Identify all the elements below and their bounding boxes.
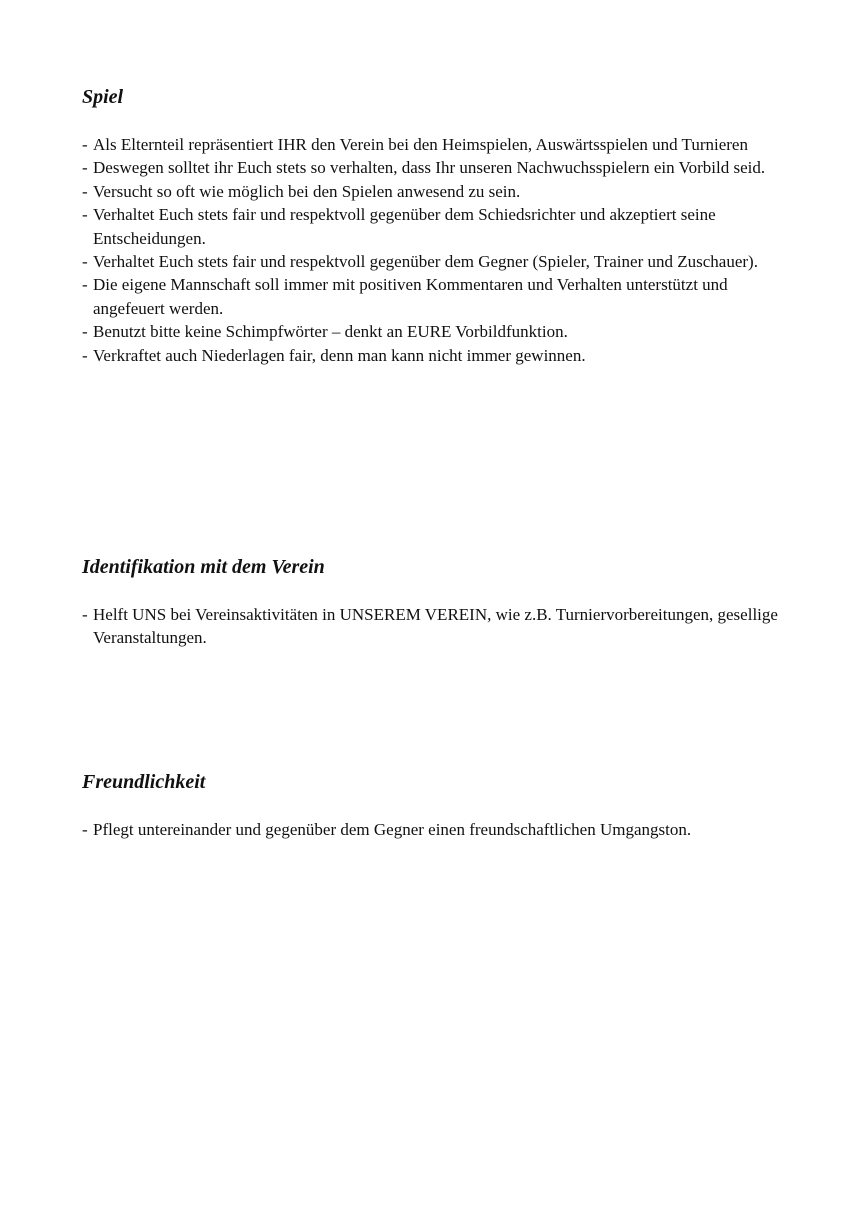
list-item-text: Verkraftet auch Niederlagen fair, denn man kann nicht immer gewinnen. [93, 345, 586, 365]
bullet-dash: - [82, 820, 88, 839]
list-item [82, 320, 782, 343]
section-identifikation [82, 555, 782, 650]
list-item-text: Versucht so oft wie möglich bei den Spielen anwesend zu sein. [93, 181, 521, 201]
section-title-identifikation: Identifikation mit dem Verein [82, 556, 325, 578]
section-freundlichkeit [82, 770, 782, 841]
list-item-text: Als Elternteil repräsentiert IHR den Verein bei den Heimspielen, Auswärtsspielen und Turnieren [93, 135, 748, 154]
list-item [82, 156, 782, 179]
freundlichkeit-list [82, 818, 782, 841]
list-item [82, 344, 782, 367]
section-title-freundlichkeit: Freundlichkeit [82, 771, 206, 793]
list-item [82, 603, 782, 650]
list-item-text: Pflegt untereinander und gegenüber dem Gegner einen freundschaftlichen Umgangston. [93, 820, 692, 839]
list-item [82, 133, 782, 156]
bullet-dash: - [82, 345, 88, 365]
list-item [82, 203, 782, 250]
bullet-dash: - [82, 181, 88, 201]
bullet-dash: - [82, 275, 88, 295]
bullet-dash: - [82, 158, 88, 178]
list-item-text: Benutzt bitte keine Schimpfwörter – denkt an EURE Vorbildfunktion. [93, 322, 568, 342]
spiel-list [82, 133, 782, 367]
list-item [82, 818, 782, 841]
section-title-spiel: Spiel [82, 86, 124, 108]
list-item-text: Deswegen solltet ihr Euch stets so verhalten, dass Ihr unseren Nachwuchsspielern ein Vorbild seid. [93, 158, 766, 178]
bullet-dash: - [82, 605, 88, 624]
list-item-text: Die eigene Mannschaft soll immer mit positiven Kommentaren und Verhalten unterstützt und angefeuert werden. [93, 275, 728, 318]
bullet-dash: - [82, 205, 88, 225]
bullet-dash: - [82, 135, 88, 154]
bullet-dash: - [82, 252, 88, 272]
list-item [82, 180, 782, 203]
list-item-text: Verhaltet Euch stets fair und respektvoll gegenüber dem Gegner (Spieler, Trainer und Zuschauer). [93, 252, 758, 272]
list-item-text: Verhaltet Euch stets fair und respektvoll gegenüber dem Schiedsrichter und akzeptiert seine Entscheidungen. [93, 205, 716, 248]
identifikation-list [82, 603, 782, 650]
list-item-text: Helft UNS bei Vereinsaktivitäten in UNSEREM VEREIN, wie z.B. Turniervorbereitungen, gesellige Veranstaltungen. [93, 605, 778, 648]
bullet-dash: - [82, 322, 88, 342]
list-item [82, 273, 782, 320]
list-item [82, 250, 782, 273]
section-spiel [82, 85, 782, 367]
